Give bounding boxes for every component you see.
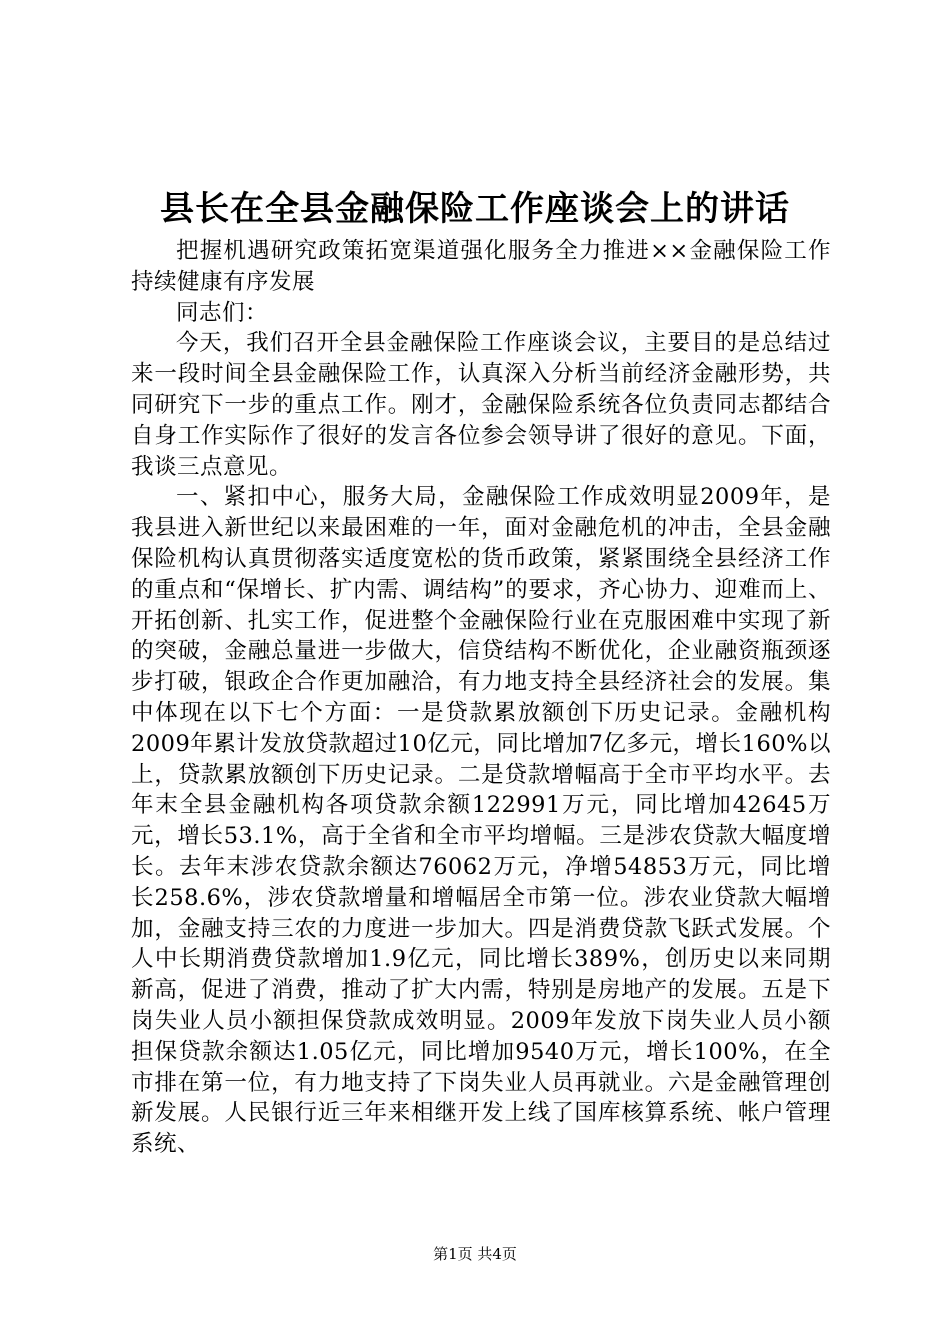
page-number-footer: 第1页 共4页: [433, 1245, 517, 1263]
salutation-paragraph: 同志们：: [176, 299, 269, 326]
intro-paragraph: 今天，我们召开全县金融保险工作座谈会议，主要目的是总结过来一段时间全县金融保险工作，认真深入分析当前经济金融形势，共同研究下一步的重点工作。刚才，金融保险系统各位负责同志都结合自身工作实际作了很好的发言各位参会领导讲了很好的意见。下面，我谈三点意见。: [131, 330, 831, 480]
subtitle-paragraph: 把握机遇研究政策拓宽渠道强化服务全力推进××金融保险工作持续健康有序发展: [131, 238, 831, 295]
document-title: 县长在全县金融保险工作座谈会上的讲话: [160, 189, 790, 229]
section-one-paragraph: 一、紧扣中心，服务大局，金融保险工作成效明显2009年，是我县进入新世纪以来最困难的一年，面对金融危机的冲击，全县金融保险机构认真贯彻落实适度宽松的货币政策，紧紧围绕全县经济工作的重点和“保增长、扩内需、调结构”的要求，齐心协力、迎难而上、开拓创新、扎实工作，促进整个金融保险行业在克服困难中实现了新的突破，金融总量进一步做大，信贷结构不断优化，企业融资瓶颈逐步打破，银政企合作更加融洽，有力地支持全县经济社会的发展。集中体现在以下七个方面：一是贷款累放额创下历史记录。金融机构2009年累计发放贷款超过10亿元，同比增加7亿多元，增长160%以上，贷款累放额创下历史记录。二是贷款增幅高于全市平均水平。去年末全县金融机构各项贷款余额122991万元，同比增加42645万元，增长53.1%，高于全省和全市平均增幅。三是涉农贷款大幅度增长。去年末涉农贷款余额达76062万元，净增54853万元，同比增长258.6%，涉农贷款增量和增幅居全市第一位。涉农业贷款大幅增加，金融支持三农的力度进一步加大。四是消费贷款飞跃式发展。个人中长期消费贷款增加1.9亿元，同比增长389%，创历史以来同期新高，促进了消费，推动了扩大内需，特别是房地产的发展。五是下岗失业人员小额担保贷款成效明显。2009年发放下岗失业人员小额担保贷款余额达1.05亿元，同比增加9540万元，增长100%，在全市排在第一位，有力地支持了下岗失业人员再就业。六是金融管理创新发展。人民银行近三年来相继开发上线了国库核算系统、帐户管理系统、: [131, 484, 831, 1158]
document-body: [131, 236, 831, 1160]
